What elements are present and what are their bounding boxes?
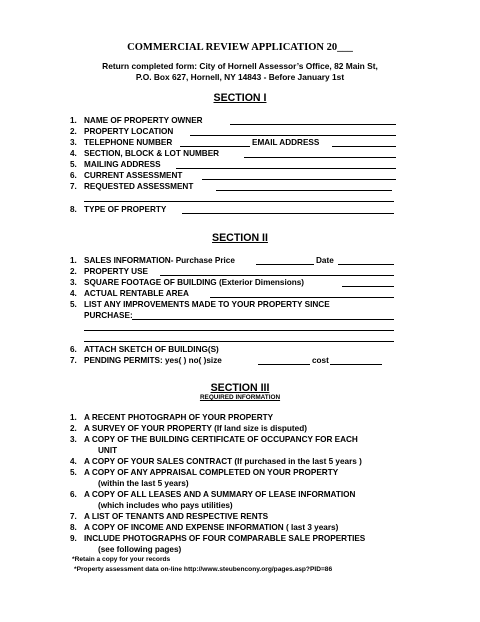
improvements-extra-line-2[interactable] (84, 341, 394, 342)
item-number: 7. (70, 182, 77, 191)
item-label: CURRENT ASSESSMENT (84, 171, 183, 180)
item-number: 4. (70, 289, 77, 298)
item-number: 8. (70, 523, 77, 532)
current-assessment-field[interactable] (202, 179, 396, 180)
form-title: COMMERCIAL REVIEW APPLICATION 20___ (127, 42, 353, 53)
item-label: NAME OF PROPERTY OWNER (84, 116, 203, 125)
item-label: A COPY OF ANY APPRAISAL COMPLETED ON YOUR PROPERTY (84, 468, 339, 477)
type-of-property-field[interactable] (182, 213, 394, 214)
s1-item-type-of-property (70, 204, 396, 216)
owner-name-field[interactable] (230, 124, 396, 125)
item-label: INCLUDE PHOTOGRAPHS OF FOUR COMPARABLE SALE PROPERTIES (84, 534, 366, 543)
s3-item-appraisal-cont: (within the last 5 years) (98, 479, 189, 488)
square-footage-field[interactable] (342, 286, 394, 287)
item-label: ATTACH SKETCH OF BUILDING(S) (84, 345, 219, 354)
section3-heading: SECTION III (210, 382, 270, 394)
permit-cost-field[interactable] (330, 364, 382, 365)
item-number: 2. (70, 424, 77, 433)
s1-item-requested-assessment (70, 181, 396, 193)
requested-assessment-field[interactable] (216, 190, 392, 191)
section1-heading: SECTION I (213, 92, 267, 104)
purchase-price-field[interactable] (256, 264, 314, 265)
item-number: 3. (70, 435, 77, 444)
property-location-field[interactable] (190, 135, 396, 136)
item-label: SECTION, BLOCK & LOT NUMBER (84, 149, 220, 158)
item-number: 7. (70, 512, 77, 521)
item-number: 1. (70, 256, 77, 265)
cost-label: cost (312, 356, 329, 365)
item-number: 4. (70, 457, 77, 466)
item-number: 6. (70, 490, 77, 499)
retain-copy-note: *Retain a copy for your records (72, 556, 171, 563)
section2-heading: SECTION II (212, 232, 268, 244)
telephone-field[interactable] (180, 146, 250, 147)
item-number: 3. (70, 138, 77, 147)
item-label: SALES INFORMATION- Purchase Price (84, 256, 235, 265)
section3-subheading: REQUIRED INFORMATION (199, 394, 281, 401)
item-label: REQUESTED ASSESSMENT (84, 182, 194, 191)
item-number: 2. (70, 267, 77, 276)
item-number: 5. (70, 160, 77, 169)
item-label: A COPY OF INCOME AND EXPENSE INFORMATION ( last 3 years) (84, 523, 339, 532)
item-label: A COPY OF ALL LEASES AND A SUMMARY OF LEASE INFORMATION (84, 490, 356, 499)
s2-item-improvements-cont (70, 310, 396, 322)
email-label: EMAIL ADDRESS (252, 138, 320, 147)
item-number: 3. (70, 278, 77, 287)
requested-assessment-extra-line[interactable] (84, 201, 394, 202)
item-label: PENDING PERMITS: yes( ) no( )size (84, 356, 222, 365)
item-label-cont: PURCHASE: (84, 311, 133, 320)
item-label: A COPY OF THE BUILDING CERTIFICATE OF OCCUPANCY FOR EACH (84, 435, 358, 444)
item-label: SQUARE FOOTAGE OF BUILDING (Exterior Dimensions) (84, 278, 305, 287)
return-instructions-line2: P.O. Box 627, Hornell, NY 14843 - Before January 1st (135, 72, 345, 82)
item-number: 5. (70, 300, 77, 309)
item-label: LIST ANY IMPROVEMENTS MADE TO YOUR PROPERTY SINCE (84, 300, 330, 309)
s3-item-certificate (70, 434, 396, 446)
s3-item-comparables-cont: (see following pages) (98, 545, 182, 554)
item-label: MAILING ADDRESS (84, 160, 161, 169)
item-number: 6. (70, 345, 77, 354)
item-label: A LIST OF TENANTS AND RESPECTIVE RENTS (84, 512, 269, 521)
item-number: 1. (70, 116, 77, 125)
item-number: 1. (70, 413, 77, 422)
date-label: Date (316, 256, 334, 265)
s2-item-pending-permits (70, 355, 396, 367)
item-number: 8. (70, 205, 77, 214)
item-label: TELEPHONE NUMBER (84, 138, 173, 147)
s3-item-certificate-cont: UNIT (98, 446, 118, 455)
purchase-date-field[interactable] (338, 264, 394, 265)
item-number: 2. (70, 127, 77, 136)
online-data-note: *Property assessment data on-line http://www.steubencony.org/pages.asp?PID=86 (74, 566, 333, 573)
item-number: 9. (70, 534, 77, 543)
property-use-field[interactable] (160, 275, 394, 276)
item-label: PROPERTY USE (84, 267, 149, 276)
item-number: 5. (70, 468, 77, 477)
item-label: A COPY OF YOUR SALES CONTRACT (If purchased in the last 5 years ) (84, 457, 362, 466)
item-number: 6. (70, 171, 77, 180)
item-label: TYPE OF PROPERTY (84, 205, 167, 214)
section-block-lot-field[interactable] (244, 157, 396, 158)
rentable-area-field[interactable] (210, 297, 394, 298)
item-label: A RECENT PHOTOGRAPH OF YOUR PROPERTY (84, 413, 274, 422)
improvements-field[interactable] (132, 319, 394, 320)
improvements-extra-line-1[interactable] (84, 330, 394, 331)
item-number: 7. (70, 356, 77, 365)
item-label: PROPERTY LOCATION (84, 127, 174, 136)
item-label: A SURVEY OF YOUR PROPERTY (If land size is disputed) (84, 424, 307, 433)
mailing-address-field[interactable] (176, 168, 396, 169)
return-instructions-line1: Return completed form: City of Hornell Assessor’s Office, 82 Main St, (102, 61, 378, 71)
item-number: 4. (70, 149, 77, 158)
s3-item-leases-cont: (which includes who pays utilities) (98, 501, 233, 510)
permit-size-field[interactable] (258, 364, 310, 365)
item-label: ACTUAL RENTABLE AREA (84, 289, 189, 298)
email-field[interactable] (332, 146, 396, 147)
